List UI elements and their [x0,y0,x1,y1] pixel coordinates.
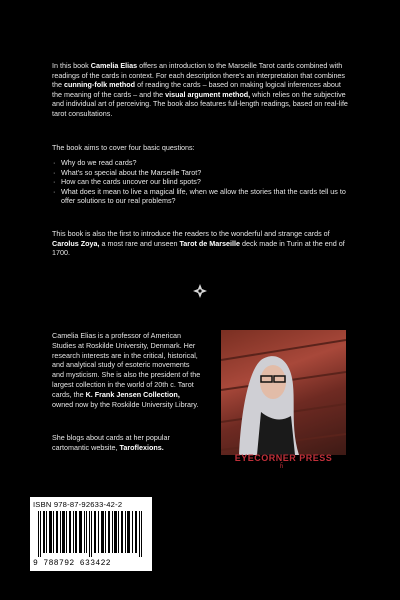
closing-paragraph: This book is also the first to introduce the readers to the wonderful and strange cards of Carolus Zoya, a most rare and unseen Tarot de Marseille deck made in Turin at the end of 1700. [52,229,345,258]
isbn-barcode [30,497,152,571]
publisher-name: EYECORNER PRESS [234,453,333,463]
list-item: · What does it mean to live a magical life, when we allow the stories that the cards tell us to offer solutions to our real problems? [52,187,352,206]
list-item: · How can the cards uncover our blind spots? [52,177,352,187]
questions-list [52,158,352,206]
intro-paragraph: In this book Camelia Elias offers an introduction to the Marseille Tarot cards combined with readings of the cards in context. For each description there's an interpretation that combines the cunning-folk method of reading the cards – based on making logical inferences about the meaning of the cards – and the visual argument method, which relies on the subjective and individual art of perceiving. The book also features full-length readings, based on real-life tarot consultations. [52,61,348,118]
aims-text: The book aims to cover four basic questions: [52,143,195,152]
barcode-digits: 9 788792 633422 [33,559,112,568]
list-item: · Why do we read cards? [52,158,352,168]
blog-note: She blogs about cards at her popular cartomantic website, Taroflexions. [52,433,170,452]
publisher-logo-icon: ĥ [280,464,284,470]
isbn-text: ISBN 978-87-92633-42-2 [33,500,123,509]
author-photo [221,330,346,455]
author-bio: Camelia Elias is a professor of American Studies at Roskilde University, Denmark. Her research interests are in the critical, historical, and analytical study of esoteric movements and mysticism. She is also the president of the largest collection in the world of 20th c. Tarot cards, the K. Frank Jensen Collection, owned now by the Roskilde University Library. [52,331,201,409]
ornament-icon [193,284,207,298]
list-item: · What's so special about the Marseille Tarot? [52,168,352,178]
barcode-bars-icon [38,511,144,557]
